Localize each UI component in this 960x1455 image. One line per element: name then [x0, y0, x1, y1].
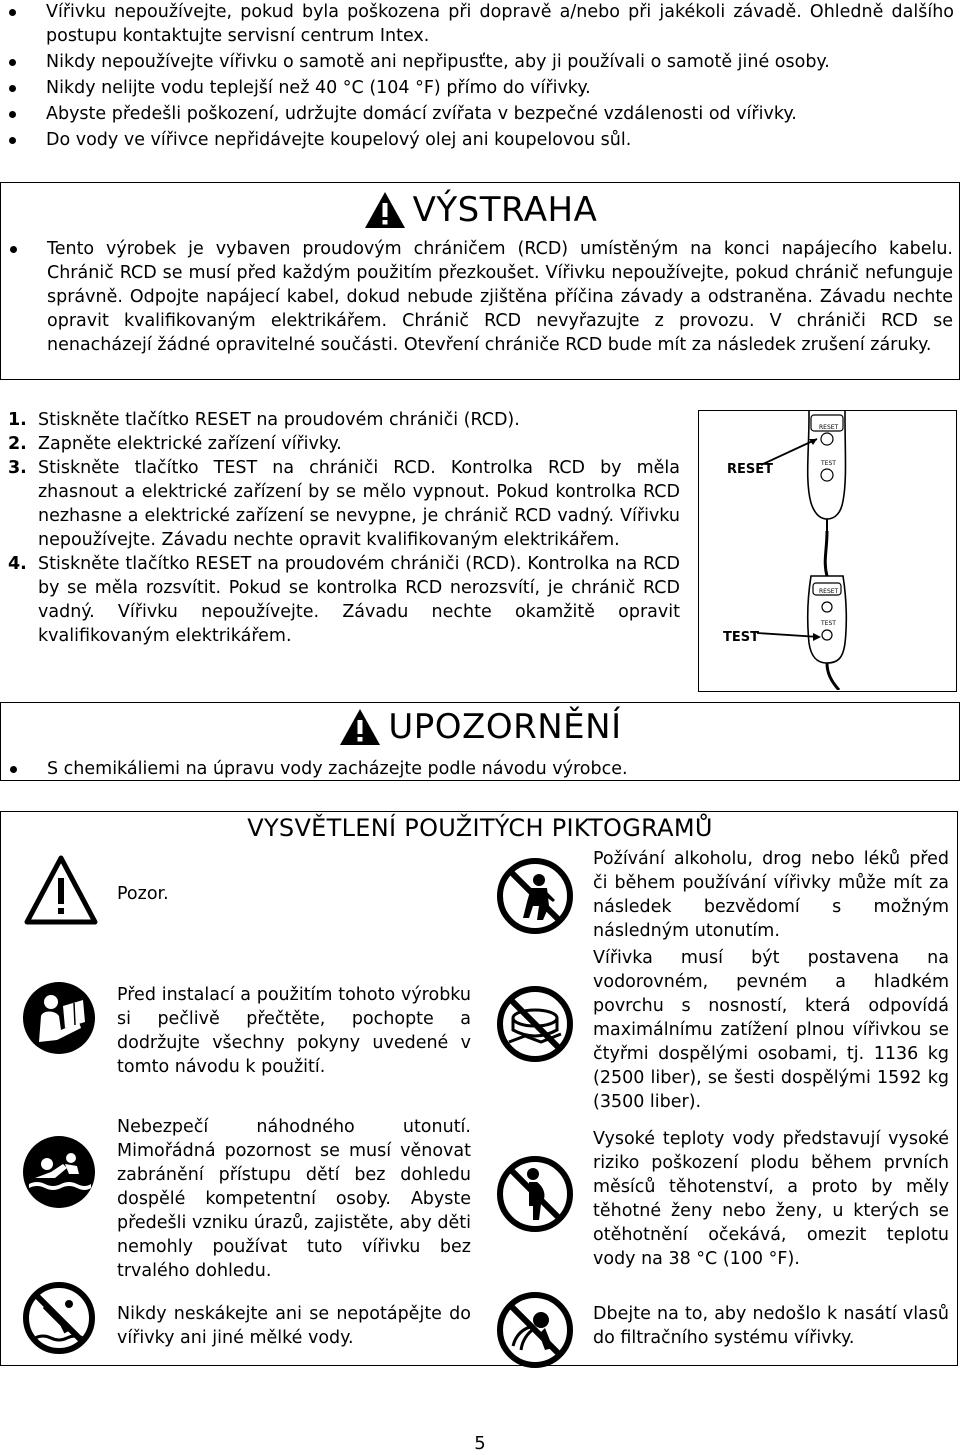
step-text: Stiskněte tlačítko RESET na proudovém chrániči (RCD). Kontrolka na RCD by se měla rozsvítit. Pokud se kontrolka RCD nerozsvítí, je chránič RCD vadný. Vířivku nepoužívejte. Závadu nechte okamžitě opravit kvalifikovaným elektrikářem. [38, 554, 680, 646]
test-callout-label: TEST [723, 630, 759, 645]
upper-test-small: TEST [821, 460, 836, 467]
warning-triangle-icon [338, 707, 382, 747]
pictogram-text-no-alcohol: Požívání alkoholu, drog nebo léků před či během používání vířivky může mít za následek bezvědomí s možným následným utonutím. [593, 849, 949, 941]
pictogram-table-title: VYSVĚTLENÍ POUŽITÝCH PIKTOGRAMŮ [247, 814, 713, 842]
pictogram-text-read-manual: Před instalací a použitím tohoto výrobku si pečlivě přečtěte, pochopte a dodržujte všechny pokyny uvedené v tomto návodu k použití. [117, 985, 471, 1077]
no-diving-icon [21, 1280, 97, 1356]
drowning-hazard-icon [21, 1134, 97, 1210]
warning-box [0, 182, 960, 380]
step-item [8, 432, 680, 456]
step-item [8, 552, 680, 648]
pictogram-table [0, 811, 958, 1366]
hair-entrapment-icon [495, 1290, 575, 1370]
pictogram-text-hair: Dbejte na to, aby nedošlo k nasátí vlasů do filtračního systému vířivky. [593, 1304, 949, 1348]
caution-title-text: UPOZORNĚNÍ [388, 707, 622, 747]
step-text: Zapněte elektrické zařízení vířivky. [38, 434, 342, 454]
lower-test-small: TEST [821, 620, 836, 627]
rcd-test-steps [8, 408, 680, 648]
pictogram-text-caution: Pozor. [117, 884, 169, 904]
caution-triangle-icon [23, 854, 99, 926]
step-text: Stiskněte tlačítko TEST na chrániči RCD. Kontrolka RCD by měla zhasnout a elektrické zařízení by se mělo vypnout. Pokud kontrolka RCD nezhasne a elektrické zařízení se nevypne, je chránič RCD vadný. Vířivku nepoužívejte. Závadu nechte opravit kvalifikovaným elektrikářem. [38, 458, 680, 550]
pictogram-text-drowning: Nebezpečí náhodného utonutí. Mimořádná pozornost se musí věnovat zabránění přístupu dětí bez dohledu dospělé kompetentní osoby. Abyste předešli vzniku úrazů, zajistěte, aby děti nemohly používat tuto vířivku bez trvalého dohledu. [117, 1117, 471, 1281]
list-item: Vířivku nepoužívejte, pokud byla poškozena při dopravě a/nebo při jakékoli závadě. Ohledně dalšího postupu kontaktujte servisní centrum Intex. [0, 0, 960, 48]
no-uneven-surface-icon [495, 984, 575, 1064]
caution-box [0, 702, 960, 781]
caution-text: S chemikáliemi na úpravu vody zacházejte podle návodu výrobce. [1, 757, 959, 781]
no-alcohol-drugs-icon [495, 856, 575, 936]
step-number: 4. [8, 554, 27, 574]
rcd-device-illustration [699, 411, 955, 690]
warning-title-text: VÝSTRAHA [412, 190, 598, 230]
pictogram-text-surface: Vířivka musí být postavena na vodorovném, pevném a hladkém povrchu s nosností, která odpovídá maximálnímu zatížení plnou vířivkou se čtyřmi dospělými osobami, tj. 1136 kg (2500 liber), se šesti dospělými 1592 kg (3500 liber). [593, 948, 949, 1112]
pictogram-text-pregnancy: Vysoké teploty vody představují vysoké riziko poškození plodu během prvních měsíců těhotenství, a proto by měly těhotné ženy nebo ženy, u kterých se otěhotnění očekává, omezit teplotu vody na 38 °C (100 °F). [593, 1129, 949, 1269]
lower-reset-small: RESET [819, 588, 839, 595]
caution-list [1, 757, 959, 781]
upper-reset-small: RESET [819, 424, 839, 431]
step-item [8, 408, 680, 432]
warning-text-list [1, 237, 959, 357]
step-number: 1. [8, 410, 27, 430]
list-item: Nikdy nepoužívejte vířivku o samotě ani nepřipusťte, aby ji používali o samotě jiné osoby. [0, 50, 960, 74]
list-item: Nikdy nelijte vodu teplejší než 40 °C (104 °F) přímo do vířivky. [0, 76, 960, 100]
no-pregnant-icon [495, 1154, 575, 1234]
step-number: 2. [8, 434, 27, 454]
step-text: Stiskněte tlačítko RESET na proudovém chrániči (RCD). [38, 410, 520, 430]
page-number: 5 [474, 1433, 486, 1454]
rcd-figure [698, 410, 957, 692]
step-item [8, 456, 680, 552]
reset-callout-label: RESET [727, 462, 774, 477]
warning-text: Tento výrobek je vybaven proudovým chráničem (RCD) umístěným na konci napájecího kabelu. Chránič RCD se musí před každým použitím přezkoušet. Vířivku nepoužívejte, pokud chránič nefunguje správně. Odpojte napájecí kabel, dokud nebude zjištěna příčina závady a odstraněna. Závadu nechte opravit kvalifikovaným elektrikářem. Chránič RCD nevyřazujte z provozu. V chrániči RCD se nenacházejí žádné opravitelné součásti. Otevření chrániče RCD bude mít za následek zrušení záruky. [1, 237, 959, 357]
pictogram-text-no-diving: Nikdy neskákejte ani se nepotápějte do vířivky ani jiné mělké vody. [117, 1304, 471, 1348]
read-manual-icon [21, 980, 97, 1056]
step-number: 3. [8, 458, 27, 478]
list-item: Do vody ve vířivce nepřidávejte koupelový olej ani koupelovou sůl. [0, 128, 960, 152]
list-item: Abyste předešli poškození, udržujte domácí zvířata v bezpečné vzdálenosti od vířivky. [0, 102, 960, 126]
caution-title [1, 705, 959, 749]
warning-triangle-icon [363, 190, 407, 230]
warning-title [1, 189, 959, 231]
top-bullet-list [0, 0, 960, 152]
